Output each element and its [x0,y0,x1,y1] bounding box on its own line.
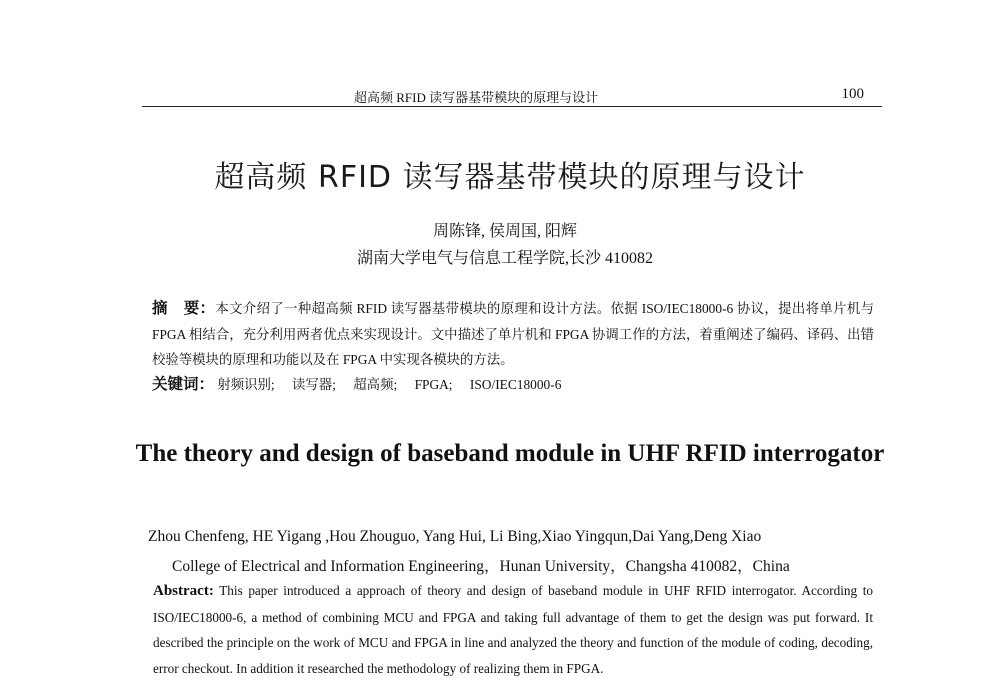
keyword: 读写器; [292,377,336,392]
running-title: 超高频 RFID 读写器基带模块的原理与设计 [354,90,599,105]
abstract-english-text: This paper introduced a approach of theory and design of baseband module in UHF RFID interrogator. According to ISO/IEC18000-6, a method of combining MCU and FPGA and taking full advantage of them to get the design was put forward. It described the principle on the work of MCU and FPGA in line and analyzed the theory and function of the module of coding, decoding, error checkout. In addition it researched the methodology of realizing them in FPGA. [153,583,874,676]
page-number: 100 [841,86,864,102]
title-chinese: 超高频 RFID 读写器基带模块的原理与设计 [214,160,806,195]
keywords-chinese-label: 关键词： [152,376,215,393]
running-header [142,86,882,107]
authors-chinese: 周陈锋, 侯周国, 阳辉 [432,223,577,240]
affiliation-chinese: 湖南大学电气与信息工程学院,长沙 410082 [356,250,653,267]
authors-english: Zhou Chenfeng, HE Yigang ,Hou Zhouguo, Yang Hui, Li Bing,Xiao Yingqun,Dai Yang,Deng Xiao [148,528,762,545]
abstract-chinese-label: 摘 要： [152,300,216,317]
keyword: 射频识别; [217,377,275,392]
affiliation-english: College of Electrical and Information Engineering，Hunan University，Changsha 410082，China [172,558,790,575]
abstract-chinese-text: 本文介绍了一种超高频 RFID 读写器基带模块的原理和设计方法。依据 ISO/IEC18000-6 协议，提出将单片机与 FPGA 相结合，充分利用两者优点来实现设计。文中描述了单片机和 FPGA 协调工作的方法，着重阐述了编码、译码、出错校验等模块的原理和功能以及在 FPGA 中实现各模块的方法。 [152,301,874,367]
abstract-english [153,578,873,681]
abstract-chinese [152,296,874,373]
abstract-english-label: Abstract: [153,583,214,599]
keyword: ISO/IEC18000-6 [469,377,562,392]
title-english: The theory and design of baseband module in UHF RFID interrogator [135,440,885,467]
keyword: 超高频; [353,377,398,392]
keywords-chinese [152,372,874,394]
keyword: FPGA; [414,377,453,392]
